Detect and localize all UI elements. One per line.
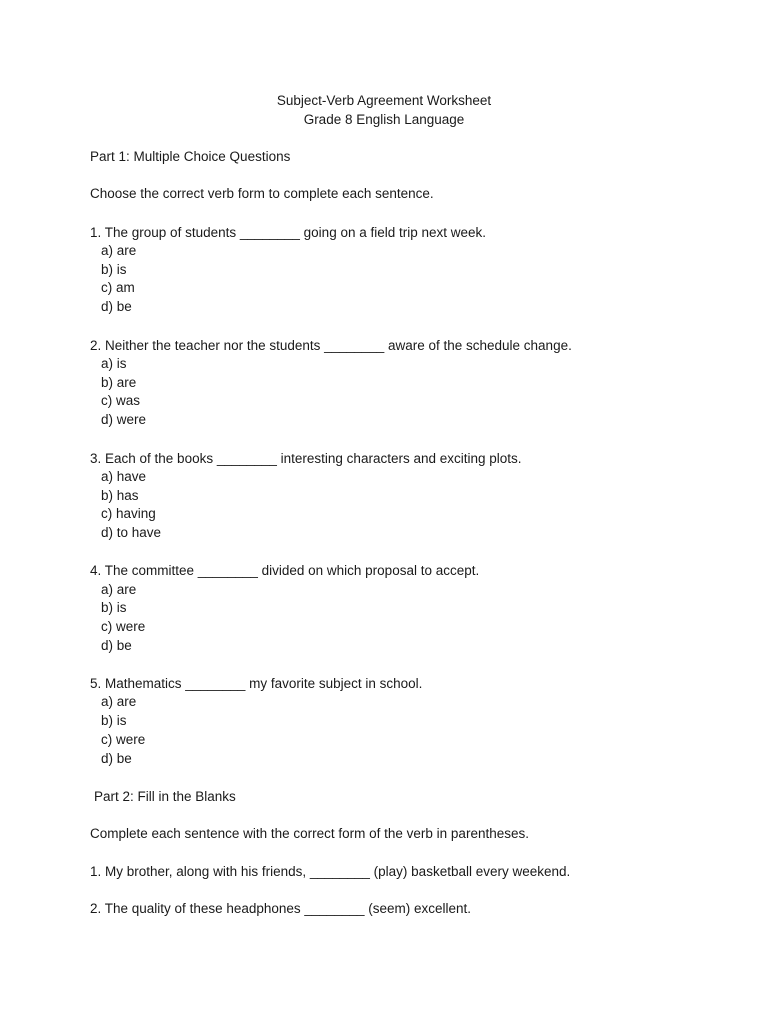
question-1-option-c: c) am (101, 280, 135, 295)
question-4-option-b: b) is (101, 600, 127, 615)
question-5-option-d: d) be (101, 751, 132, 766)
question-2: 2. Neither the teacher nor the students ________ aware of the schedule change. (90, 338, 572, 353)
question-1-option-a: a) are (101, 243, 137, 258)
part1-instructions: Choose the correct verb form to complete each sentence. (90, 186, 434, 201)
question-4-option-d: d) be (101, 638, 132, 653)
question-3-option-a: a) have (101, 469, 147, 484)
question-5-option-b: b) is (101, 713, 127, 728)
worksheet-subtitle: Grade 8 English Language (303, 112, 465, 127)
question-4-option-c: c) were (101, 619, 146, 634)
part1-heading: Part 1: Multiple Choice Questions (90, 149, 291, 164)
question-2-option-d: d) were (101, 412, 147, 427)
question-2-option-a: a) is (101, 356, 127, 371)
part2-instructions: Complete each sentence with the correct form of the verb in parentheses. (90, 826, 529, 841)
question-5-option-c: c) were (101, 732, 146, 747)
question-2-option-b: b) are (101, 375, 137, 390)
question-1: 1. The group of students ________ going on a field trip next week. (90, 225, 487, 240)
question-1-option-b: b) is (101, 262, 127, 277)
part2-heading: Part 2: Fill in the Blanks (94, 789, 236, 804)
question-5: 5. Mathematics ________ my favorite subject in school. (90, 676, 423, 691)
question-5-option-a: a) are (101, 694, 137, 709)
question-1-option-d: d) be (101, 299, 132, 314)
question-3-option-b: b) has (101, 488, 139, 503)
fill-in-sentence-2: 2. The quality of these headphones ________ (seem) excellent. (90, 901, 472, 916)
question-4-option-a: a) are (101, 582, 137, 597)
question-3-option-c: c) having (101, 506, 156, 521)
question-2-option-c: c) was (101, 393, 141, 408)
question-3-option-d: d) to have (101, 525, 162, 540)
fill-in-sentence-1: 1. My brother, along with his friends, ________ (play) basketball every weekend. (90, 864, 571, 879)
question-3: 3. Each of the books ________ interesting characters and exciting plots. (90, 451, 522, 466)
question-4: 4. The committee ________ divided on which proposal to accept. (90, 563, 480, 578)
worksheet-title: Subject-Verb Agreement Worksheet (276, 93, 492, 108)
